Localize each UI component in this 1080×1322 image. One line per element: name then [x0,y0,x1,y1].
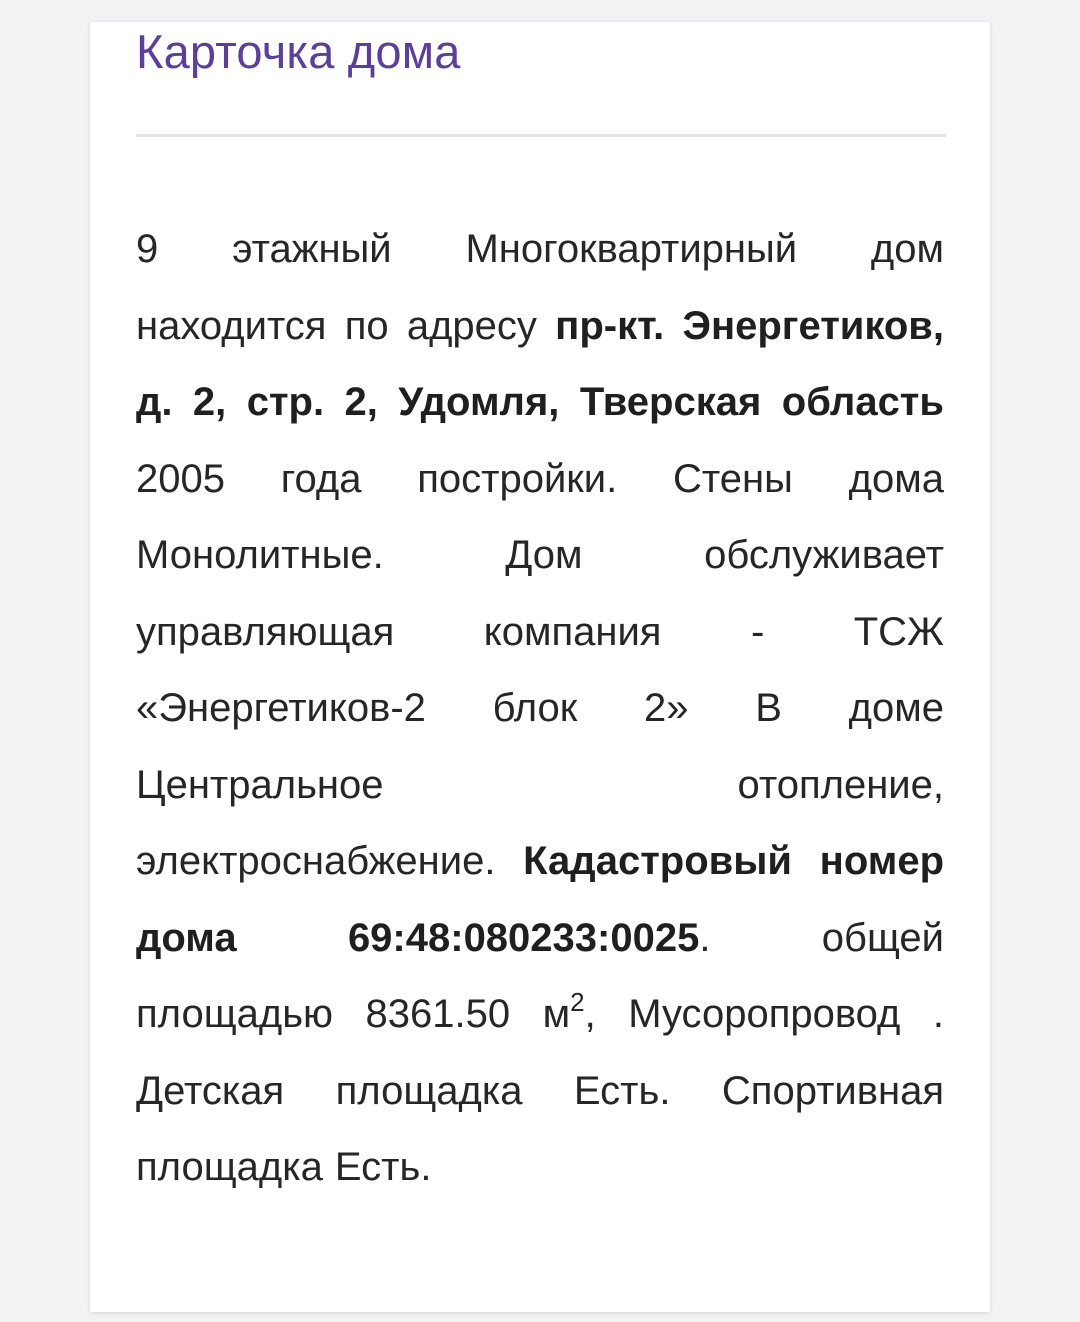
house-card [90,22,990,1312]
description-intro: 9 этажный Многоквартирный дом находится по адресу [136,227,944,348]
house-description [136,211,944,1206]
description-details: 2005 года постройки. Стены дома Монолитные. Дом обслуживает управляющая компания - ТСЖ «Энергетиков-2 блок 2» В доме Центральное отопление, электроснабжение. [136,456,944,883]
area-unit-exponent: 2 [570,987,585,1017]
cadastral-number: Кадастровый номер дома 69:48:080233:0025 [136,839,944,960]
description-area: . общей площадью 8361.50 м [136,915,944,1036]
description-amenities: , Мусоропровод . Детская площадка Есть. Спортивная площадка Есть. [136,992,944,1189]
title-divider [136,134,946,137]
card-title: Карточка дома [136,25,461,78]
house-address: пр-кт. Энергетиков, д. 2, стр. 2, Удомля, Тверская область [136,303,944,424]
